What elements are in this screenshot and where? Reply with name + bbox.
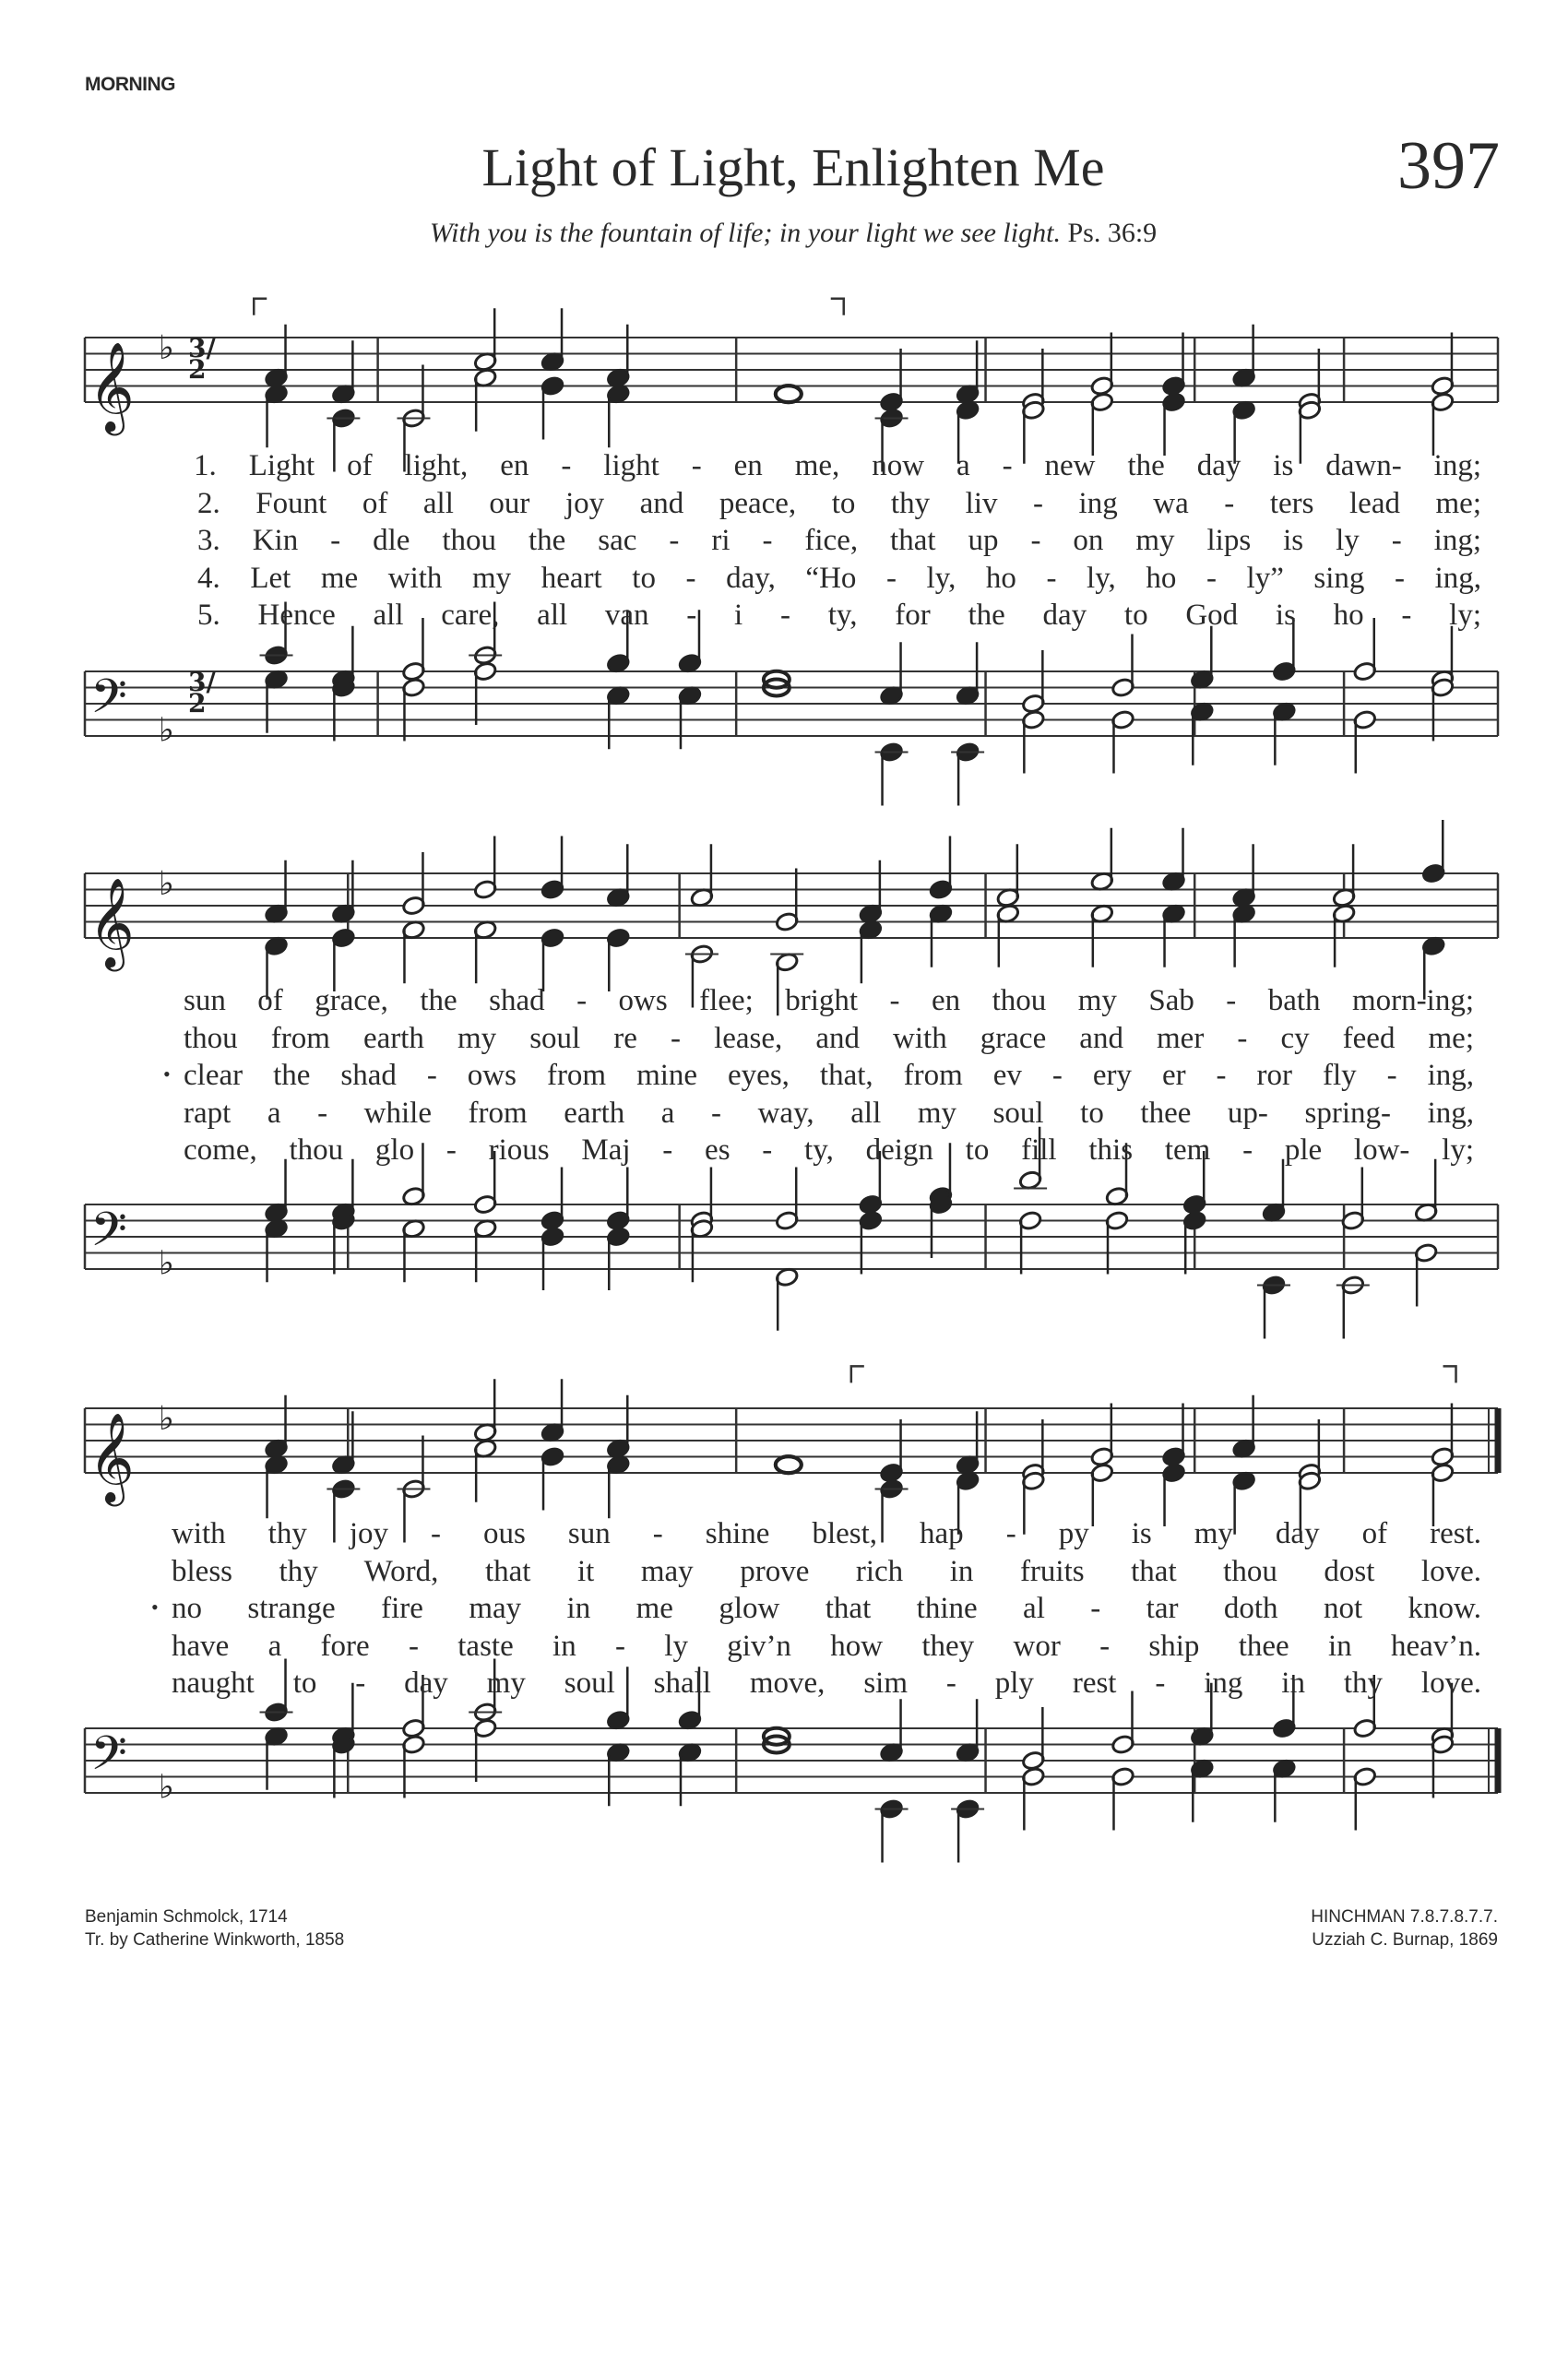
phrase-bracket-icon [851, 1366, 864, 1382]
lyric-line: thou from earth my soul re - lease, and with grace and mer - cy feed me; [184, 1021, 1474, 1055]
section-heading: MORNING [85, 74, 175, 95]
flat-key-signature-icon: ♭ [159, 1244, 174, 1283]
translator-credit: Tr. by Catherine Winkworth, 1858 [85, 1930, 345, 1950]
lyric-line: with thy joy - ous sun - shine blest, hap - py is my day of rest. [172, 1517, 1481, 1550]
treble-clef-icon: 𝄞 [89, 1412, 135, 1502]
lyric-line: bless thy Word, that it may prove rich in fruits that thou dost love. [172, 1554, 1481, 1588]
lyric-line: have a fore - taste in - ly giv’n how they wor - ship thee in heav’n. [172, 1629, 1481, 1663]
lyric-line: 1. Light of light, en - light - en me, now a - new the day is dawn- ing; [194, 449, 1481, 482]
whole-note-icon [776, 386, 802, 402]
whole-note-icon [776, 1456, 802, 1473]
tune-credits [1311, 1905, 1498, 1952]
phrase-bracket-icon [254, 299, 267, 315]
epigraph-reference: Ps. 36:9 [1067, 218, 1158, 248]
phrase-bracket-icon [1443, 1366, 1456, 1382]
treble-clef-icon: 𝄞 [89, 877, 135, 967]
hymn-title: Light of Light, Enlighten Me [481, 137, 1105, 197]
verse-marker-icon: • [163, 1062, 171, 1086]
hymn-number: 397 [1397, 128, 1500, 204]
composer-credit: Uzziah C. Burnap, 1869 [1312, 1930, 1498, 1950]
tune-name: HINCHMAN 7.8.7.8.7.7. [1311, 1907, 1498, 1927]
lyric-line: no strange fire may in me glow that thine al - tar doth not know. [172, 1592, 1481, 1625]
lyric-line: rapt a - while from earth a - way, all my soul to thee up- spring- ing, [184, 1096, 1474, 1130]
lyric-line: 3. Kin - dle thou the sac - ri - fice, that up - on my lips is ly - ing; [197, 524, 1481, 557]
flat-key-signature-icon: ♭ [159, 1399, 174, 1438]
treble-clef-icon: 𝄞 [89, 341, 135, 432]
lyric-line: 2. Fount of all our joy and peace, to thy liv - ing wa - ters lead me; [197, 486, 1481, 520]
lyric-line: naught to - day my soul shall move, sim - ply rest - ing in thy love. [172, 1667, 1481, 1700]
bass-clef-icon: 𝄢 [90, 668, 127, 736]
flat-key-signature-icon: ♭ [159, 711, 174, 750]
flat-key-signature-icon: ♭ [159, 1768, 174, 1807]
lyric-line: 5. Hence all care, all van - i - ty, for the day to God is ho - ly; [197, 599, 1481, 632]
bass-clef-icon: 𝄢 [90, 1201, 127, 1269]
flat-key-signature-icon: ♭ [159, 864, 174, 903]
lyric-line: 4. Let me with my heart to - day, “Ho - ly, ho - ly, ho - ly” sing - ing, [197, 561, 1481, 595]
lyric-line: sun of grace, the shad - ows flee; bright - en thou my Sab - bath morn-ing; [184, 984, 1474, 1017]
verse-marker-icon: • [151, 1596, 159, 1619]
phrase-bracket-icon [831, 299, 844, 315]
epigraph-text: With you is the fountain of life; in your light we see light. [429, 218, 1061, 248]
epigraph [277, 218, 1310, 249]
time-signature-bass: 3/2 [188, 667, 216, 718]
lyric-line: come, thou glo - rious Maj - es - ty, deign to fill this tem - ple low- ly; [184, 1133, 1474, 1167]
author-credit: Benjamin Schmolck, 1714 [85, 1907, 288, 1927]
text-credits [85, 1905, 344, 1952]
time-signature-treble: 3/2 [188, 333, 216, 385]
bass-clef-icon: 𝄢 [90, 1725, 127, 1793]
flat-key-signature-icon: ♭ [159, 328, 174, 367]
lyric-line: clear the shad - ows from mine eyes, that, from ev - ery er - ror fly - ing, [184, 1059, 1474, 1092]
